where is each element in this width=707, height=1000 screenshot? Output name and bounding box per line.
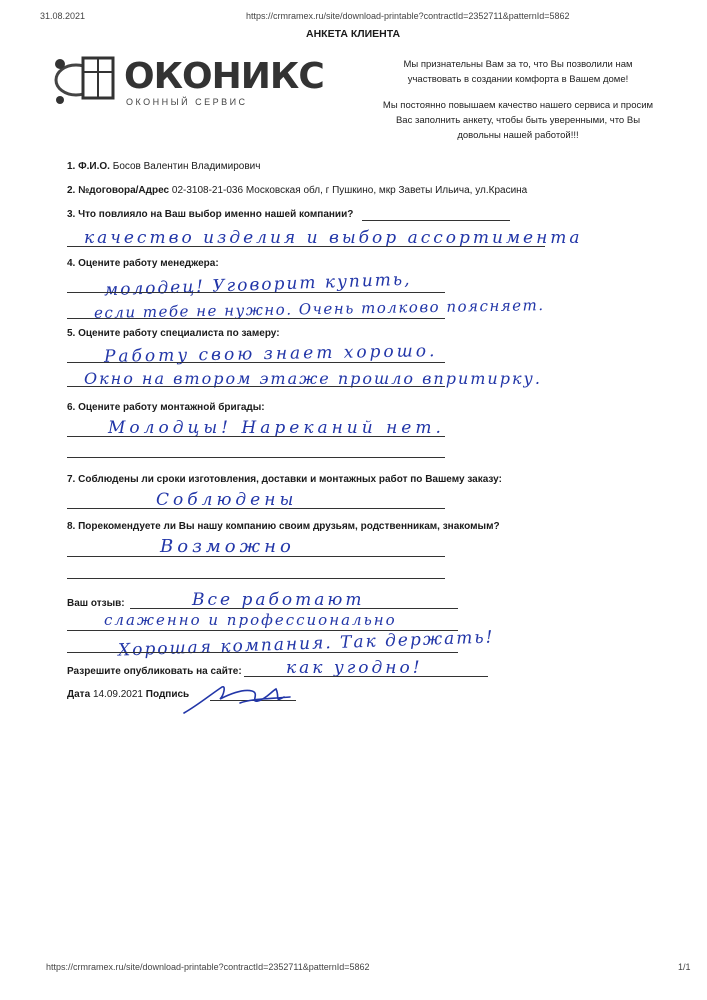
answer-line: [67, 386, 445, 387]
field-address: [67, 185, 527, 196]
print-date: 31.08.2021: [40, 11, 86, 21]
answer-6: Молодцы! Нареканий нет.: [108, 418, 445, 438]
page-number: 1/1: [678, 962, 691, 972]
answer-line: [67, 652, 458, 653]
question-3: 3. Что повлияло на Ваш выбор именно нашей компании?: [67, 209, 354, 220]
address-value: 02-3108-21-036 Московская обл, г Пушкино, мкр Заветы Ильича, ул.Красина: [171, 185, 528, 196]
answer-line: [67, 246, 545, 247]
answer-3: качество изделия и выбор ассортимента: [84, 228, 583, 248]
date-label: Дата: [67, 689, 91, 700]
page-title: АНКЕТА КЛИЕНТА: [306, 28, 401, 40]
question-8: 8. Порекомендуете ли Вы нашу компанию своим друзьям, родственникам, знакомым?: [67, 521, 500, 532]
review-label: Ваш отзыв:: [67, 598, 125, 609]
question-5: 5. Оцените работу специалиста по замеру:: [67, 328, 280, 339]
question-6: 6. Оцените работу монтажной бригады:: [67, 402, 265, 413]
answer-4-line-2: если тебе не нужно. Очень толково поясняет.: [93, 296, 545, 322]
intro-text: [368, 57, 668, 143]
brand-name: ОКОНИКС: [124, 56, 324, 97]
review-line-3: Хорошая компания. Так держать!: [117, 627, 495, 661]
review-line-1: Все работают: [192, 590, 365, 610]
field-fio: [67, 161, 260, 172]
publish-label: Разрешите опубликовать на сайте:: [67, 666, 242, 677]
review-line-2: слаженно и профессионально: [104, 611, 397, 629]
address-label: 2. №договора/Адрес: [67, 185, 170, 196]
answer-line: [67, 436, 445, 437]
answer-line: [67, 318, 445, 319]
question-4: 4. Оцените работу менеджера:: [67, 258, 219, 269]
footer-url: https://crmramex.ru/site/download-printable?contractId=2352711&patternId=5862: [46, 962, 370, 972]
signature: [180, 677, 300, 721]
answer-5-line-1: Работу свою знает хорошо.: [103, 341, 438, 367]
date-row: [67, 689, 189, 700]
intro-line: Мы признательны Вам за то, что Вы позволили нам: [403, 59, 633, 70]
answer-line: [67, 292, 445, 293]
answer-line: [67, 508, 445, 509]
fio-value: Босов Валентин Владимирович: [112, 161, 261, 172]
question-7: 7. Соблюдены ли сроки изготовления, доставки и монтажных работ по Вашему заказу:: [67, 474, 502, 485]
print-url: https://crmramex.ru/site/download-printable?contractId=2352711&patternId=5862: [246, 11, 570, 21]
answer-4-line-1: молодец! Уговорит купить,: [103, 269, 412, 301]
answer-line: [67, 362, 445, 363]
intro-line: участвовать в создании комфорта в Вашем доме!: [407, 74, 629, 85]
answer-line: [67, 556, 445, 557]
answer-line: [362, 220, 510, 221]
date-value: 14.09.2021: [92, 689, 143, 700]
publish-answer: как угодно!: [286, 658, 423, 678]
answer-7: Соблюдены: [156, 490, 298, 510]
intro-line: довольны нашей работой!!!: [457, 130, 579, 141]
fio-label: 1. Ф.И.О.: [67, 161, 110, 172]
answer-line: [67, 457, 445, 458]
answer-line: [130, 608, 458, 609]
brand-tagline: ОКОННЫЙ СЕРВИС: [126, 97, 248, 107]
intro-line: Мы постоянно повышаем качество нашего сервиса и просим: [382, 100, 654, 111]
answer-8: Возможно: [160, 536, 295, 557]
intro-line: Вас заполнить анкету, чтобы быть уверенными, что Вы: [395, 115, 641, 126]
signature-label: Подпись: [145, 689, 190, 700]
answer-5-line-2: Окно на втором этаже прошло впритирку.: [84, 369, 542, 388]
answer-line: [67, 578, 445, 579]
